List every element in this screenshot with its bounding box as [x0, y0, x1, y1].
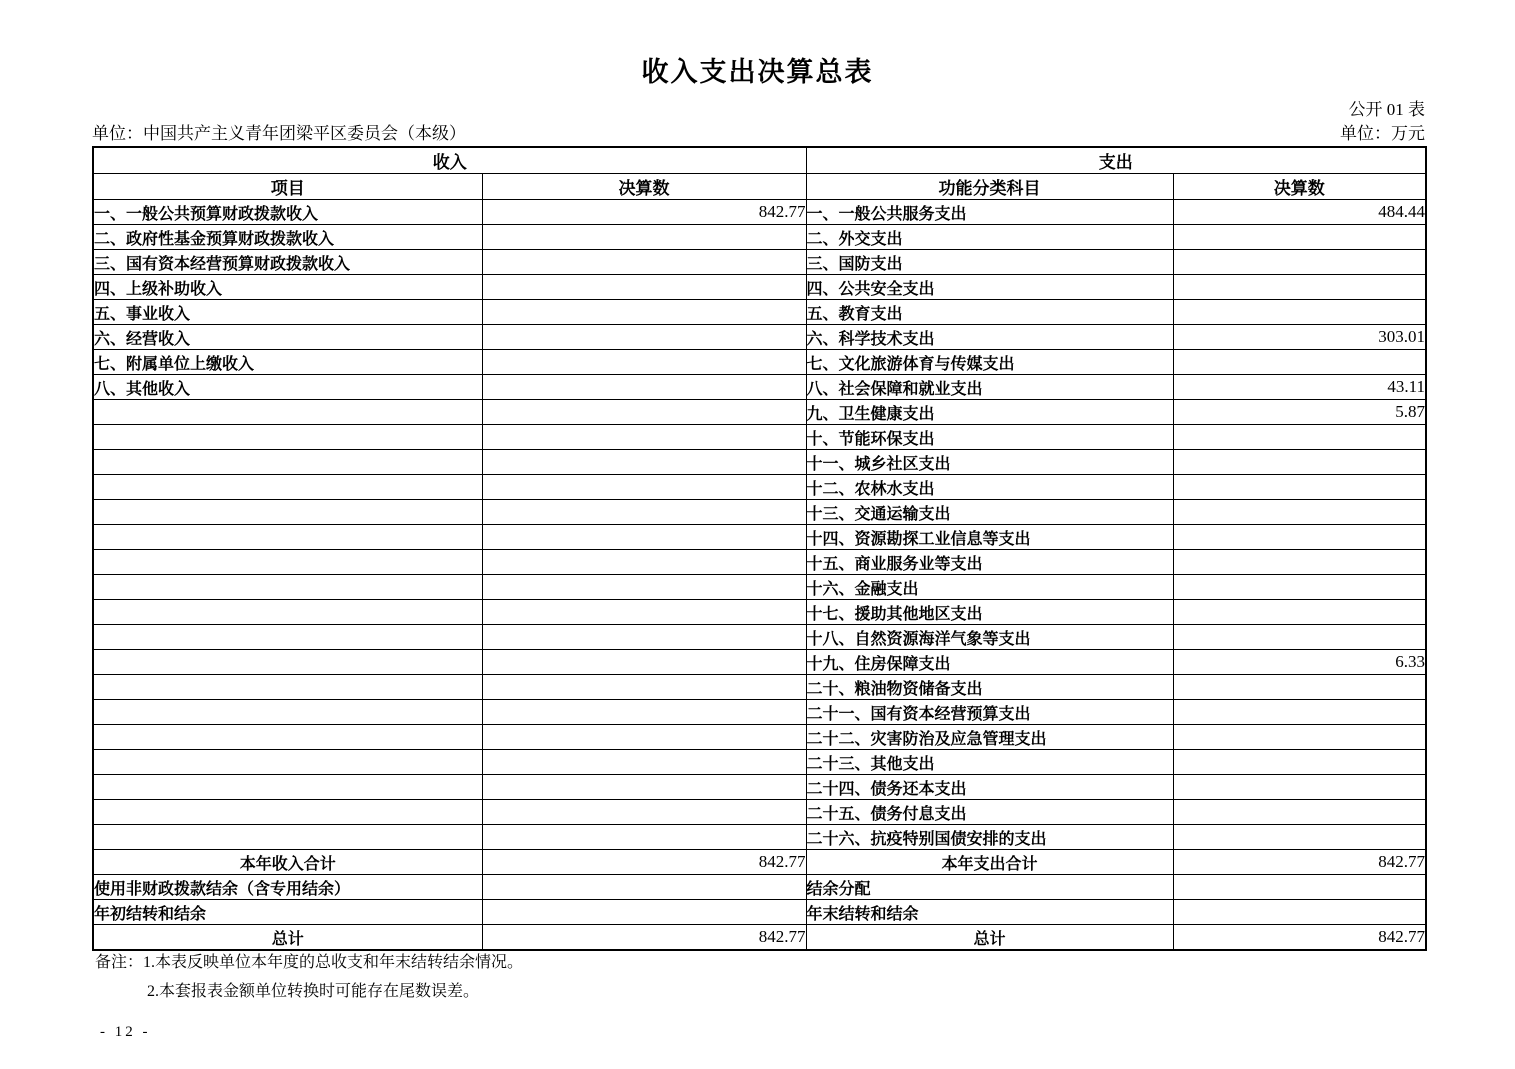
- expenditure-row-value-cell: 484.44: [1173, 200, 1426, 225]
- income-row-label-cell: 五、事业收入: [93, 300, 482, 325]
- income-row-label-cell: [93, 600, 482, 625]
- expenditure-row-value-cell: [1173, 250, 1426, 275]
- income-row-value-cell: [482, 500, 806, 525]
- income-row-label-cell: [93, 675, 482, 700]
- table-row: [93, 850, 1426, 875]
- income-row-label-cell: [93, 750, 482, 775]
- income-row-label-cell: [93, 400, 482, 425]
- table-row: [93, 550, 1426, 575]
- income-row-value-cell: [482, 550, 806, 575]
- income-row-label-cell: 三、国有资本经营预算财政拨款收入: [93, 250, 482, 275]
- notes-label: 备注：: [95, 954, 144, 971]
- expenditure-row-label-cell: 十九、住房保障支出: [806, 650, 1173, 675]
- table-row: [93, 450, 1426, 475]
- expenditure-row-value-cell: [1173, 875, 1426, 900]
- expenditure-row-label-cell: 十三、交通运输支出: [806, 500, 1173, 525]
- income-row-label-cell: [93, 825, 482, 850]
- income-row-value-cell: [482, 800, 806, 825]
- income-row-value-cell: [482, 225, 806, 250]
- expenditure-row-value-cell: [1173, 625, 1426, 650]
- income-row-label-cell: 四、上级补助收入: [93, 275, 482, 300]
- income-row-value-cell: [482, 575, 806, 600]
- expenditure-item-column-header: 功能分类科目: [806, 174, 1173, 200]
- income-section-header: 收入: [93, 147, 806, 174]
- table-row: [93, 900, 1426, 925]
- expenditure-row-label-cell: 二十一、国有资本经营预算支出: [806, 700, 1173, 725]
- expenditure-row-value-cell: [1173, 450, 1426, 475]
- income-row-label-cell: [93, 700, 482, 725]
- table-row: [93, 750, 1426, 775]
- table-row: [93, 725, 1426, 750]
- expenditure-value-column-header: 决算数: [1173, 174, 1426, 200]
- expenditure-row-label-cell: 结余分配: [806, 875, 1173, 900]
- income-row-label-cell: 使用非财政拨款结余（含专用结余）: [93, 875, 482, 900]
- expenditure-row-label-cell: 十六、金融支出: [806, 575, 1173, 600]
- income-row-label-cell: [93, 725, 482, 750]
- table-row: [93, 800, 1426, 825]
- income-row-value-cell: [482, 725, 806, 750]
- table-row: [93, 350, 1426, 375]
- expenditure-row-label-cell: 九、卫生健康支出: [806, 400, 1173, 425]
- income-row-value-cell: [482, 650, 806, 675]
- income-row-label-cell: [93, 800, 482, 825]
- income-row-label-cell: [93, 500, 482, 525]
- table-row: [93, 475, 1426, 500]
- income-row-label-cell: [93, 550, 482, 575]
- page-title: 收入支出决算总表: [641, 57, 874, 87]
- expenditure-row-label-cell: 三、国防支出: [806, 250, 1173, 275]
- income-row-label-cell: [93, 475, 482, 500]
- income-row-value-cell: [482, 325, 806, 350]
- income-row-value-cell: [482, 875, 806, 900]
- income-row-label-cell: 本年收入合计: [93, 850, 482, 875]
- expenditure-row-value-cell: [1173, 525, 1426, 550]
- expenditure-row-value-cell: 43.11: [1173, 375, 1426, 400]
- expenditure-row-value-cell: 6.33: [1173, 650, 1426, 675]
- expenditure-row-value-cell: [1173, 675, 1426, 700]
- income-row-value-cell: [482, 350, 806, 375]
- income-row-label-cell: [93, 525, 482, 550]
- income-row-label-cell: 七、附属单位上缴收入: [93, 350, 482, 375]
- expenditure-row-label-cell: 二十二、灾害防治及应急管理支出: [806, 725, 1173, 750]
- expenditure-row-label-cell: 八、社会保障和就业支出: [806, 375, 1173, 400]
- expenditure-row-value-cell: 303.01: [1173, 325, 1426, 350]
- expenditure-row-label-cell: 二十、粮油物资储备支出: [806, 675, 1173, 700]
- expenditure-row-value-cell: [1173, 475, 1426, 500]
- expenditure-row-label-cell: 十五、商业服务业等支出: [806, 550, 1173, 575]
- unit-row: [92, 119, 1425, 144]
- income-row-value-cell: 842.77: [482, 200, 806, 225]
- expenditure-row-label-cell: 二十四、债务还本支出: [806, 775, 1173, 800]
- section-header-row: [93, 147, 1426, 174]
- expenditure-row-value-cell: [1173, 800, 1426, 825]
- note-text-2: 2.本套报表金额单位转换时可能存在尾数误差。: [147, 983, 480, 1000]
- income-row-label-cell: 六、经营收入: [93, 325, 482, 350]
- page-number: - 12 -: [100, 1024, 151, 1040]
- budget-summary-table: [92, 146, 1427, 951]
- expenditure-row-label-cell: 七、文化旅游体育与传媒支出: [806, 350, 1173, 375]
- income-row-label-cell: [93, 575, 482, 600]
- income-row-value-cell: [482, 525, 806, 550]
- expenditure-row-value-cell: [1173, 825, 1426, 850]
- table-row: [93, 675, 1426, 700]
- expenditure-row-value-cell: [1173, 225, 1426, 250]
- income-row-value-cell: [482, 700, 806, 725]
- table-row: [93, 250, 1426, 275]
- expenditure-row-value-cell: [1173, 425, 1426, 450]
- expenditure-row-value-cell: [1173, 700, 1426, 725]
- income-row-value-cell: [482, 400, 806, 425]
- expenditure-row-value-cell: [1173, 725, 1426, 750]
- table-row: [93, 275, 1426, 300]
- expenditure-row-label-cell: 十八、自然资源海洋气象等支出: [806, 625, 1173, 650]
- expenditure-row-label-cell: 二十三、其他支出: [806, 750, 1173, 775]
- income-row-value-cell: [482, 775, 806, 800]
- table-row: [93, 625, 1426, 650]
- note-text-1: 1.本表反映单位本年度的总收支和年末结转结余情况。: [143, 954, 524, 971]
- expenditure-row-value-cell: 5.87: [1173, 400, 1426, 425]
- income-row-label-cell: [93, 425, 482, 450]
- income-row-value-cell: [482, 475, 806, 500]
- table-row: [93, 575, 1426, 600]
- expenditure-row-label-cell: 十四、资源勘探工业信息等支出: [806, 525, 1173, 550]
- expenditure-row-label-cell: 五、教育支出: [806, 300, 1173, 325]
- table-row: [93, 500, 1426, 525]
- column-header-row: [93, 174, 1426, 200]
- income-item-column-header: 项目: [93, 174, 482, 200]
- table-row: [93, 325, 1426, 350]
- table-row: [93, 700, 1426, 725]
- income-row-value-cell: [482, 900, 806, 925]
- notes-block: [95, 948, 523, 1006]
- income-row-value-cell: [482, 425, 806, 450]
- income-row-value-cell: [482, 275, 806, 300]
- expenditure-row-label-cell: 十、节能环保支出: [806, 425, 1173, 450]
- expenditure-row-value-cell: [1173, 550, 1426, 575]
- expenditure-row-label-cell: 二十五、债务付息支出: [806, 800, 1173, 825]
- income-row-value-cell: [482, 600, 806, 625]
- income-row-value-cell: [482, 300, 806, 325]
- income-row-label-cell: 一、一般公共预算财政拨款收入: [93, 200, 482, 225]
- expenditure-row-value-cell: [1173, 750, 1426, 775]
- table-row: [93, 525, 1426, 550]
- income-row-value-cell: [482, 250, 806, 275]
- expenditure-row-label-cell: 四、公共安全支出: [806, 275, 1173, 300]
- expenditure-row-value-cell: [1173, 275, 1426, 300]
- expenditure-row-label-cell: 一、一般公共服务支出: [806, 200, 1173, 225]
- expenditure-row-value-cell: [1173, 900, 1426, 925]
- income-row-value-cell: [482, 450, 806, 475]
- table-row: [93, 200, 1426, 225]
- income-row-label-cell: [93, 450, 482, 475]
- table-row: [93, 375, 1426, 400]
- expenditure-row-value-cell: [1173, 350, 1426, 375]
- income-row-value-cell: [482, 625, 806, 650]
- income-row-label-cell: [93, 775, 482, 800]
- income-row-value-cell: [482, 825, 806, 850]
- table-row: [93, 925, 1426, 951]
- income-row-label-cell: 年初结转和结余: [93, 900, 482, 925]
- income-row-value-cell: 842.77: [482, 850, 806, 875]
- table-row: [93, 425, 1426, 450]
- expenditure-row-label-cell: 六、科学技术支出: [806, 325, 1173, 350]
- expenditure-row-label-cell: 二十六、抗疫特别国债安排的支出: [806, 825, 1173, 850]
- table-row: [93, 400, 1426, 425]
- income-row-label-cell: 八、其他收入: [93, 375, 482, 400]
- unit-name-label: 单位：中国共产主义青年团梁平区委员会（本级）: [92, 124, 466, 143]
- expenditure-row-label-cell: 十七、援助其他地区支出: [806, 600, 1173, 625]
- expenditure-row-label-cell: 二、外交支出: [806, 225, 1173, 250]
- note-line-2: [95, 977, 523, 1006]
- table-row: [93, 300, 1426, 325]
- expenditure-row-value-cell: [1173, 600, 1426, 625]
- income-row-label-cell: [93, 650, 482, 675]
- table-row: [93, 875, 1426, 900]
- expenditure-row-label-cell: 年末结转和结余: [806, 900, 1173, 925]
- income-row-value-cell: [482, 375, 806, 400]
- table-row: [93, 600, 1426, 625]
- table-row: [93, 225, 1426, 250]
- income-row-value-cell: [482, 750, 806, 775]
- expenditure-row-value-cell: [1173, 575, 1426, 600]
- income-row-label-cell: [93, 625, 482, 650]
- income-row-value-cell: [482, 675, 806, 700]
- income-row-label-cell: 二、政府性基金预算财政拨款收入: [93, 225, 482, 250]
- table-row: [93, 775, 1426, 800]
- form-code-label: 公开 01 表: [1348, 100, 1425, 119]
- expenditure-row-value-cell: 842.77: [1173, 850, 1426, 875]
- expenditure-section-header: 支出: [806, 147, 1426, 174]
- table-row: [93, 650, 1426, 675]
- expenditure-row-value-cell: [1173, 500, 1426, 525]
- expenditure-row-value-cell: 842.77: [1173, 925, 1426, 951]
- expenditure-row-label-cell: 总计: [806, 925, 1173, 951]
- income-value-column-header: 决算数: [482, 174, 806, 200]
- expenditure-row-label-cell: 十一、城乡社区支出: [806, 450, 1173, 475]
- expenditure-row-label-cell: 本年支出合计: [806, 850, 1173, 875]
- table-row: [93, 825, 1426, 850]
- expenditure-row-value-cell: [1173, 300, 1426, 325]
- income-row-value-cell: 842.77: [482, 925, 806, 951]
- expenditure-row-label-cell: 十二、农林水支出: [806, 475, 1173, 500]
- income-row-label-cell: 总计: [93, 925, 482, 951]
- expenditure-row-value-cell: [1173, 775, 1426, 800]
- note-line-1: [95, 948, 523, 977]
- unit-currency-label: 单位：万元: [1340, 124, 1425, 143]
